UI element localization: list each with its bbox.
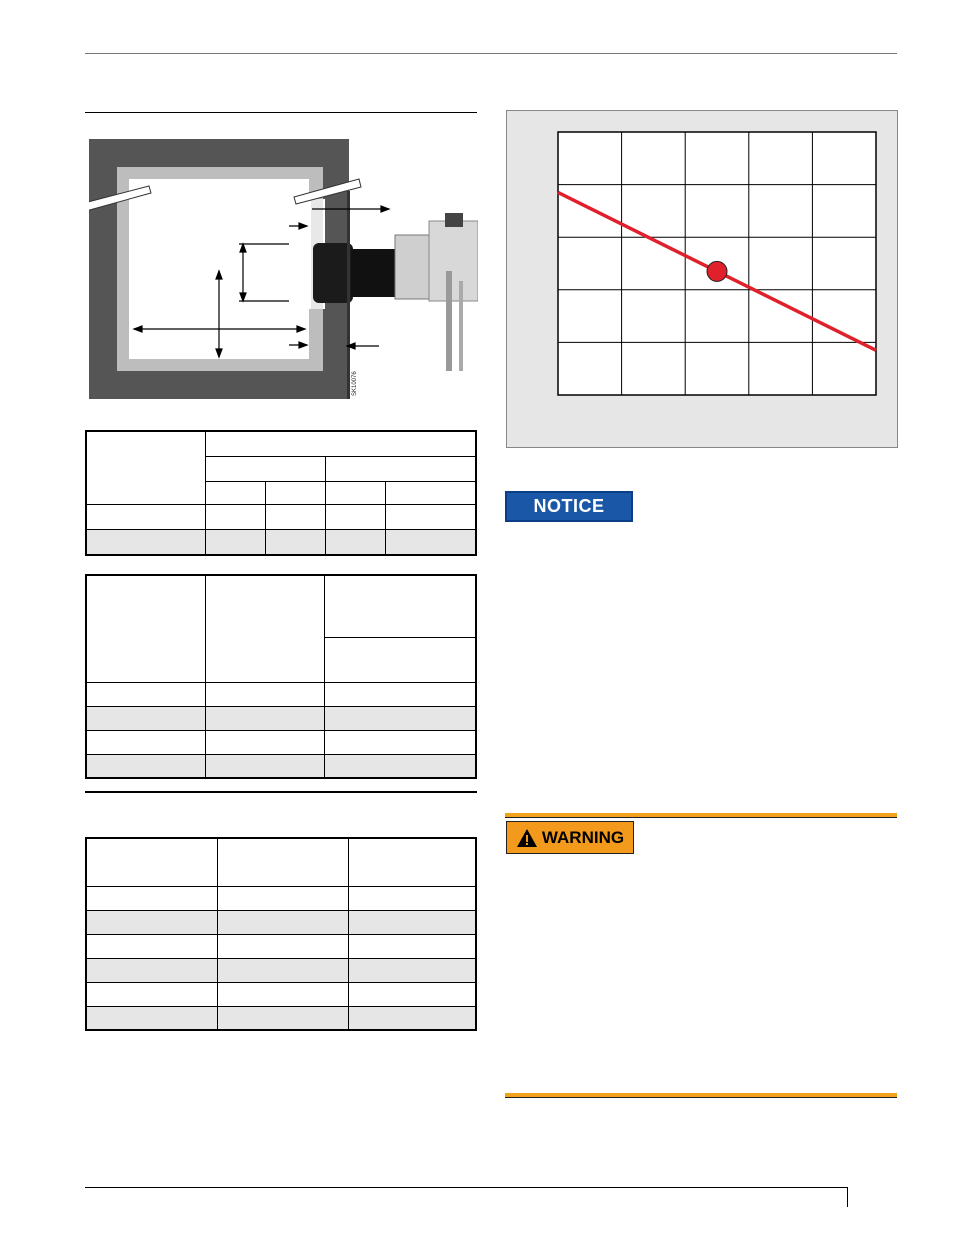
- table-row: [86, 706, 476, 730]
- warning-rule-top: [505, 813, 897, 818]
- table-row: [86, 910, 476, 934]
- table-row: [86, 982, 476, 1006]
- table-2: [85, 574, 477, 779]
- table-3: [85, 837, 477, 1031]
- warning-badge: [506, 821, 634, 854]
- table-row: [86, 934, 476, 958]
- table-row: [86, 958, 476, 982]
- notice-label: NOTICE: [533, 496, 605, 516]
- chart: [506, 110, 898, 448]
- warning-triangle-icon: [516, 828, 538, 848]
- table-row: [86, 682, 476, 706]
- table-row: [86, 754, 476, 778]
- footer-tick: [847, 1187, 848, 1207]
- footer-rule: [85, 1187, 848, 1188]
- burner-installation-diagram: [89, 131, 478, 399]
- table-1: [85, 430, 477, 556]
- table-row: [86, 730, 476, 754]
- warning-label: WARNING: [541, 827, 625, 847]
- table-row: [86, 1006, 476, 1030]
- section-rule: [85, 112, 477, 113]
- svg-text:SK10076: SK10076: [352, 371, 358, 396]
- warning-rule-bottom: [505, 1093, 897, 1098]
- table-row: [86, 504, 476, 529]
- header-rule: [85, 53, 897, 54]
- data-point-marker: [707, 261, 727, 281]
- table-row: [86, 530, 476, 555]
- table-row: [86, 886, 476, 910]
- notice-badge: [505, 491, 633, 522]
- section-rule: [85, 791, 477, 793]
